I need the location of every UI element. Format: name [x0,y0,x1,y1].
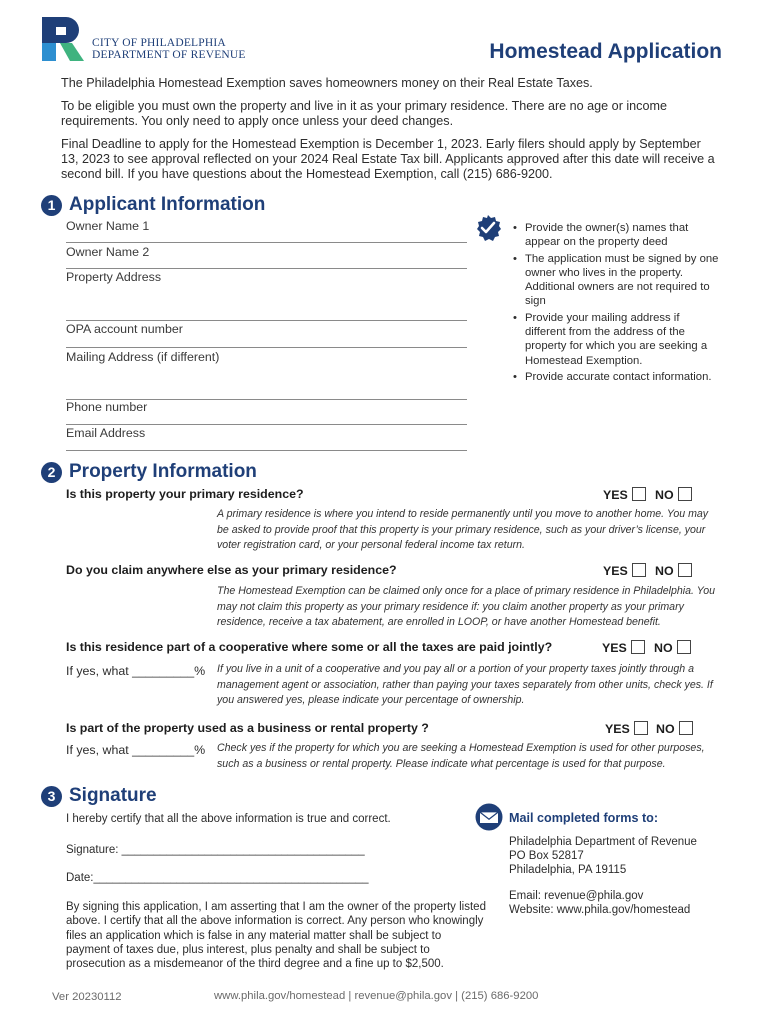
phone-number-label: Phone number [66,400,148,414]
logo-line-1: CITY OF PHILADELPHIA [92,37,226,49]
section-1-title: Applicant Information [69,194,266,215]
certify-statement: I hereby certify that all the above information is true and correct. [66,813,391,825]
legal-statement: By signing this application, I am asserting that I am the owner of the property listed above. I certify that all the above information is correct. Any person who knowingly files an application which is false in any material matter shall be subject to payment of taxes due, plus interest, plus penalty and shall be subject to prosecution as a misdemeanor of the third degree and a fine up to $2,500. [66,901,486,971]
question-primary-residence: Is this property your primary residence? [66,487,304,501]
mail-email: Email: revenue@phila.gov [509,890,644,902]
q1-yes-option[interactable] [603,487,646,502]
question-claim-elsewhere: Do you claim anywhere else as your primary residence? [66,563,397,577]
q1-yes-checkbox[interactable] [632,487,646,501]
no-label: NO [655,564,674,578]
footer-contact-links[interactable]: www.phila.gov/homestead | revenue@phila.gov | (215) 686-9200 [214,990,539,1002]
owner-name-2-field[interactable] [66,245,467,269]
date-line[interactable]: Date:___________________________________________ [66,872,369,884]
section-2-number: 2 [41,462,62,483]
logo-line-2: DEPARTMENT OF REVENUE [92,49,246,61]
guideline-item: • Provide the owner(s) names that appear on the property deed [512,221,722,250]
mail-website: Website: www.phila.gov/homestead [509,904,691,916]
no-label: NO [655,488,674,502]
opa-account-label: OPA account number [66,322,183,336]
q3-note: If you live in a unit of a cooperative and you pay all or a portion of your property taxes jointly through a management agent or association, rather than paying your taxes separately from other units, check yes. If you answered yes, please indicate your percentage of ownership. [217,663,713,706]
section-2-title: Property Information [69,461,257,482]
mailing-address-field[interactable] [66,350,467,400]
q3-yes-option[interactable] [602,640,645,655]
section-3-title: Signature [69,785,157,806]
q4-yes-option[interactable] [605,721,648,736]
signature-line[interactable]: Signature: ______________________________________ [66,844,365,856]
q2-yes-option[interactable] [603,563,646,578]
intro-paragraph-2: To be eligible you must own the property and live in it as your primary residence. There are no age or income requirements. You only need to apply once unless your deed changes. [61,99,667,128]
guideline-item: • Provide accurate contact information. [512,370,722,384]
no-label: NO [654,641,673,655]
applicant-guidelines-list [512,221,722,386]
q3-percentage-field[interactable]: If yes, what _________% [66,664,206,678]
mail-envelope-icon [474,803,504,831]
city-logo [42,17,84,61]
guideline-item: • The application must be signed by one owner who lives in the property. Additional owners are not required to sign [512,252,722,309]
yes-label: YES [603,488,628,502]
no-label: NO [656,722,675,736]
mail-address-line-2: PO Box 52817 [509,850,584,862]
owner-name-1-label: Owner Name 1 [66,219,150,233]
yes-label: YES [605,722,630,736]
mail-heading: Mail completed forms to: [509,811,659,825]
opa-account-field[interactable] [66,322,467,348]
mailing-address-label: Mailing Address (if different) [66,350,220,364]
q3-no-option[interactable] [654,640,691,655]
yes-label: YES [602,641,627,655]
email-address-label: Email Address [66,426,146,440]
q2-note: The Homestead Exemption can be claimed only once for a place of primary residence in Philadelphia. You may not claim this property as your primary residence if: you claim another property as your primary residence, receive a tax abatement, are enrolled in LOOP, or have another Homestead benefit. [217,585,715,628]
intro-paragraph-1: The Philadelphia Homestead Exemption saves homeowners money on their Real Estate Taxes. [61,76,593,90]
q4-yes-checkbox[interactable] [634,721,648,735]
section-3-number: 3 [41,786,62,807]
version-label: Ver 20230112 [52,991,122,1003]
guideline-item: • Provide your mailing address if different from the address of the property for which you are seeking a Homestead Exemption. [512,311,722,368]
q2-yes-checkbox[interactable] [632,563,646,577]
phone-number-field[interactable] [66,400,467,425]
page-title: Homestead Application [489,40,722,63]
mail-address-line-1: Philadelphia Department of Revenue [509,836,697,848]
q3-yes-checkbox[interactable] [631,640,645,654]
question-cooperative: Is this residence part of a cooperative where some or all the taxes are paid jointly? [66,640,553,654]
checkmark-badge-icon [474,214,502,242]
q2-no-option[interactable] [655,563,692,578]
q4-percentage-field[interactable]: If yes, what _________% [66,743,206,757]
owner-name-2-label: Owner Name 2 [66,245,150,259]
owner-name-1-field[interactable] [66,219,467,243]
q2-no-checkbox[interactable] [678,563,692,577]
question-business-rental: Is part of the property used as a business or rental property ? [66,721,429,735]
philadelphia-p-logo-icon [42,17,84,61]
yes-label: YES [603,564,628,578]
property-address-label: Property Address [66,270,162,284]
intro-paragraph-3: Final Deadline to apply for the Homestead Exemption is December 1, 2023. Early filers should apply by September 13, 2023 to see approval reflected on your 2024 Real Estate Tax bill. Applicants approved after this date will receive a second bill. If you have questions about the Homestead Exemption, call (215) 686-9200. [61,137,715,181]
q1-no-option[interactable] [655,487,692,502]
email-address-field[interactable] [66,426,467,451]
mail-address-line-3: Philadelphia, PA 19115 [509,864,627,876]
q4-no-option[interactable] [656,721,693,736]
q1-note: A primary residence is where you intend to reside permanently until you move to another home. You may be asked to provide proof that this property is your primary residence, such as your driver’s license, your voter registration card, or your personal federal income tax return. [217,508,709,551]
section-1-number: 1 [41,195,62,216]
q4-note: Check yes if the property for which you are seeking a Homestead Exemption is used for other purposes, such as a business or rental property. Please indicate what percentage is used for that purpose. [217,742,705,770]
q3-no-checkbox[interactable] [677,640,691,654]
property-address-field[interactable] [66,270,467,321]
q4-no-checkbox[interactable] [679,721,693,735]
q1-no-checkbox[interactable] [678,487,692,501]
